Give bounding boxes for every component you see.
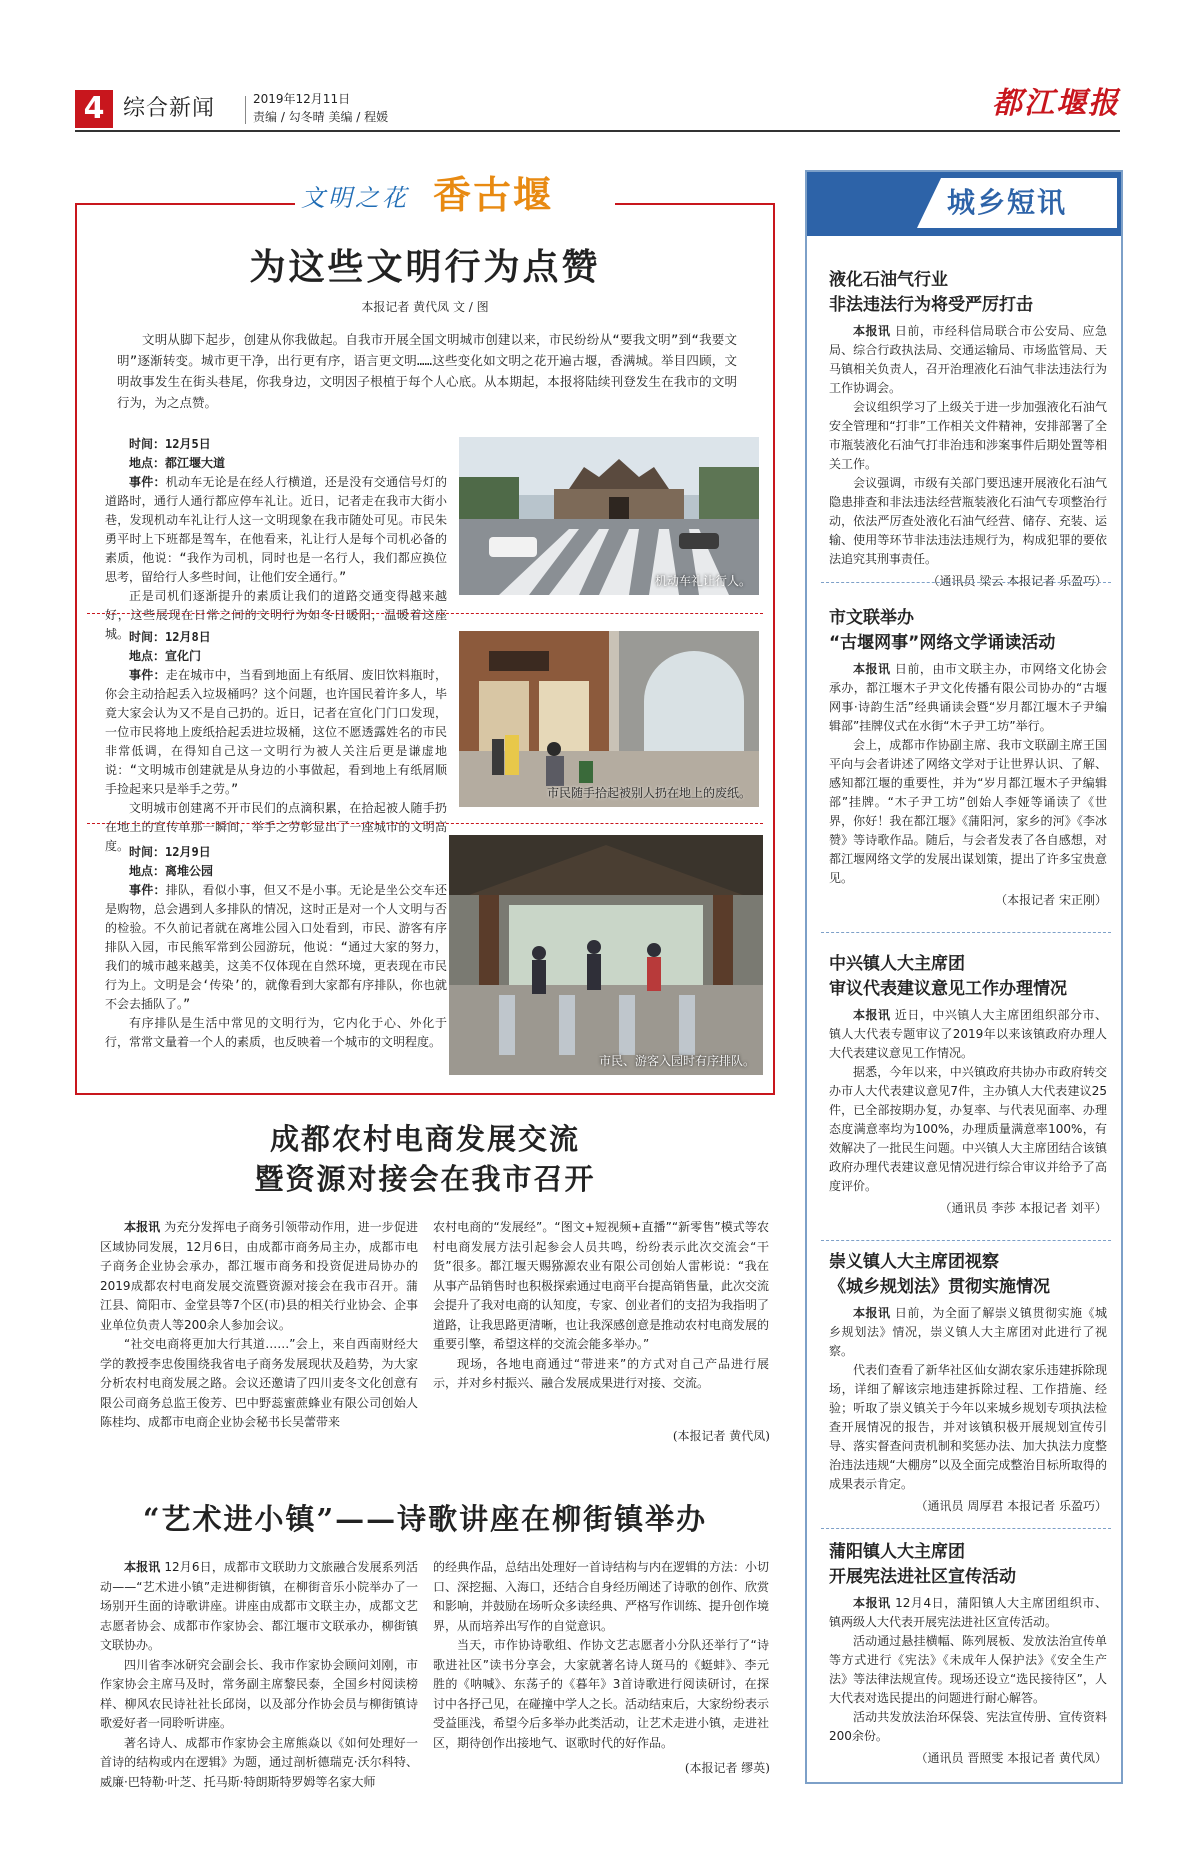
brief-divider — [821, 932, 1111, 933]
lead-tag: 本报讯 — [853, 324, 891, 338]
lead-tag: 本报讯 — [124, 1560, 161, 1574]
brief-p1: 12月4日，蒲阳镇人大主席团组织市、镇两级人大代表开展宪法进社区宣传活动。 — [829, 1596, 1107, 1629]
brief-p2: 活动通过悬挂横幅、陈列展板、发放法治宣传单等方式进行《宪法》《未成年人保护法》《安全生产法》等法律法规宣传。现场还设立“选民接待区”，人大代表对选民提出的问题进行耐心解答。 — [829, 1634, 1107, 1705]
feature-byline: 本报记者 黄代凤 文 / 图 — [361, 300, 489, 314]
brief-item-1 — [829, 268, 1107, 590]
poetry-p5: 当天，市作协诗歌组、作协文艺志愿者小分队还举行了“诗歌进社区”读书分享会，大家就著名诗人斑马的《蜓蚌》、李元胜的《呐喊》、东荡子的《暮年》3首诗歌进行阅读研讨，在探讨中各抒己见，在碰撞中学人之长。活动结束后，大家纷纷表示受益匪浅，希望今后多举办此类活动，让艺术走进小镇，走进社区，期待创作出接地气、讴歌时代的好作品。 — [433, 1638, 770, 1750]
brief-title-line2: 开展宪法进社区宣传活动 — [829, 1567, 1016, 1587]
event-label: 事件： — [129, 883, 166, 897]
photo-queue — [449, 835, 763, 1075]
story-place: 离堆公园 — [165, 864, 214, 878]
ecommerce-p3: 农村电商的“发展经”。“图文+短视频+直播”“新零售”模式等农村电商发展方法引起参会人员共鸣，纷纷表示此次交流会“干货”很多。都江堰天赐猕源农业有限公司创始人雷彬说：“我在从事产品销售时也积极探索通过电商平台提高销售量，此次交流会提升了我对电商的认知度，专家、创业者们的支招为我指明了道路，让我思路更清晰，也让我深感创意是推动农村电商发展的重要引擎，希望这样的交流会能多举办。” — [433, 1220, 770, 1351]
ecommerce-col-1 — [100, 1218, 418, 1433]
story-divider — [87, 613, 763, 614]
brief-item-3 — [829, 952, 1107, 1217]
poetry-title: “艺术进小镇”——诗歌讲座在柳街镇举办 — [142, 1502, 708, 1536]
ecommerce-p4: 现场，各地电商通过“带进来”的方式对自己产品进行展示，并对乡村振兴、融合发展成果进行对接、交流。 — [433, 1356, 769, 1390]
story-extra: 正是司机们逐渐提升的素质让我们的道路交通变得越来越好，这些展现在日常之间的文明行为如冬日暖阳，温暖着这座城。 — [105, 589, 447, 641]
lead-tag: 本报讯 — [853, 662, 891, 676]
ecommerce-col-2 — [433, 1218, 769, 1394]
brief-item-2 — [829, 606, 1107, 909]
brief-source: （通讯员 周厚君 本报记者 乐盈巧） — [915, 1499, 1107, 1513]
photo-litter — [459, 631, 759, 807]
masthead — [75, 88, 1120, 132]
story-place: 宣化门 — [165, 649, 202, 663]
brief-title-line1: 崇义镇人大主席团视察 — [829, 1252, 999, 1272]
masthead-divider — [245, 96, 246, 124]
brief-title-line2: “古堰网事”网络文学诵读活动 — [829, 633, 1056, 653]
brief-title-line1: 蒲阳镇人大主席团 — [829, 1542, 965, 1562]
story-time: 12月8日 — [165, 630, 211, 644]
brief-source: （通讯员 梁云 本报记者 乐盈巧） — [927, 574, 1107, 588]
story-3 — [105, 843, 447, 1052]
place-label: 地点： — [129, 649, 166, 663]
ecommerce-title-line1: 成都农村电商发展交流 — [269, 1122, 580, 1156]
briefs-header-text: 城乡短讯 — [947, 186, 1068, 219]
brief-p3: 会议强调，市级有关部门要迅速开展液化石油气隐患排查和非法违法经营瓶装液化石油气专项整治行动，依法严厉查处液化石油气经营、储存、充装、运输、使用等环节非法违法违规行为，构成犯罪的要依法追究其刑事责任。 — [829, 476, 1107, 566]
brief-p3: 活动共发放法治环保袋、宪法宣传册、宣传资料200余份。 — [829, 1710, 1107, 1743]
photo-crosswalk — [459, 437, 759, 595]
lead-tag: 本报讯 — [853, 1596, 891, 1610]
story-time: 12月9日 — [165, 845, 211, 859]
place-label: 地点： — [129, 456, 166, 470]
time-label: 时间： — [129, 437, 166, 451]
place-label: 地点： — [129, 864, 166, 878]
brief-p1: 日前，市经科信局联合市公安局、应急局、综合行政执法局、交通运输局、市场监管局、天马镇相关负责人，召开治理液化石油气非法违法行为工作协调会。 — [829, 324, 1107, 395]
brief-p1: 日前，为全面了解崇义镇贯彻实施《城乡规划法》情况，崇义镇人大主席团对此进行了视察。 — [829, 1306, 1107, 1358]
story-time: 12月5日 — [165, 437, 211, 451]
brief-title-line1: 市文联举办 — [829, 608, 914, 628]
lead-tag: 本报讯 — [124, 1220, 161, 1234]
brief-title-line2: 《城乡规划法》贯彻实施情况 — [829, 1277, 1050, 1297]
event-label: 事件： — [129, 668, 166, 682]
story-event: 排队，看似小事，但又不是小事。无论是坐公交车还是购物，总会遇到人多排队的情况，这时正是对一个人文明与否的检验。不久前记者就在离堆公园入口处看到，市民、游客有序排队入园，市民熊军常到公园游玩，他说：“通过大家的努力，我们的城市越来越美，这美不仅体现在自然环境，更表现在市民行为上。文明是会‘传染’的，就像看到大家都有序排队，你也就不会去插队了。” — [105, 883, 447, 1011]
story-divider — [87, 823, 763, 824]
brief-item-4 — [829, 1250, 1107, 1515]
poetry-col-1 — [100, 1558, 418, 1792]
brief-title-line2: 审议代表建议意见工作办理情况 — [829, 979, 1067, 999]
photo-caption: 市民随手拾起被别人扔在地上的废纸。 — [546, 786, 751, 800]
poetry-byline: (本报记者 缪英) — [684, 1761, 770, 1775]
feature-box — [75, 203, 775, 1095]
column-header — [295, 170, 615, 222]
queue-image — [449, 835, 763, 1075]
crosswalk-image — [459, 437, 759, 595]
time-label: 时间： — [129, 630, 166, 644]
brief-item-5 — [829, 1540, 1107, 1767]
story-extra: 文明城市创建离不开市民们的点滴积累，在拾起被人随手扔在地上的宣传单那一瞬间，举手之劳彰显出了一座城市的文明高度。 — [105, 801, 447, 853]
story-place: 都江堰大道 — [165, 456, 226, 470]
lead-tag: 本报讯 — [853, 1008, 891, 1022]
brief-p1: 日前，由市文联主办，市网络文化协会承办，都江堰木子尹文化传播有限公司协办的“古堰网事·诗韵生活”经典诵读会暨“岁月都江堰木子尹编辑部”挂牌仪式在水街“木子尹工坊”举行。 — [829, 662, 1107, 733]
brief-divider — [821, 582, 1111, 583]
story-event: 机动车无论是在经人行横道，还是没有交通信号灯的道路时，通行人通行都应停车礼让。近日，记者走在我市大街小巷，发现机动车礼让行人这一文明现象在我市随处可见。市民朱勇平时上下班都是驾车，在他看来，礼让行人是每个司机必备的素质，他说：“我作为司机，同时也是一名行人，我们都应换位思考，留给行人多些时间，让他们安全通行。” — [105, 475, 447, 584]
brief-source: （通讯员 李莎 本报记者 刘平） — [939, 1201, 1107, 1215]
poetry-p1: 12月6日，成都市文联助力文旅融合发展系列活动——“艺术进小镇”走进柳街镇，在柳街音乐小院举办了一场别开生面的诗歌讲座。讲座由成都市文联主办，成都文艺志愿者协会、成都市作家协会、都江堰市文联承办，柳街镇文联协办。 — [100, 1560, 418, 1652]
brief-source: （本报记者 宋正刚） — [995, 893, 1107, 907]
poetry-p4: 的经典作品，总结出处理好一首诗结构与内在逻辑的方法：小切口、深挖掘、入海口，还结合自身经历阐述了诗歌的创作、欣赏和影响，并鼓励在场听众多读经典、严格写作训练、提升创作境界，从而培养出写作的自觉意识。 — [433, 1560, 770, 1633]
brief-p2: 会上，成都市作协副主席、我市文联副主席王国平向与会者讲述了网络文学对于让世界认识、了解、感知都江堰的重要性，并为“岁月都江堰木子尹编辑部”挂牌。“木子尹工坊”创始人李娅等诵读了《世界，你好！我在都江堰》《蒲阳河，家乡的河》《李冰赞》等诗歌作品。随后，与会者发表了各自感想，对都江堰网络文学的发展出谋划策，提出了许多宝贵意见。 — [829, 738, 1107, 885]
brief-title-line1: 液化石油气行业 — [829, 270, 948, 290]
brief-p2: 据悉，今年以来，中兴镇政府共协办市政府转交办市人大代表建议意见7件，主办镇人大代表建议25件，已全部按期办复，办复率、与代表见面率、办理态度满意率均为100%，办理质量满意率100%，有效解决了一批民生问题。中兴镇人大主席团结合该镇政府办理代表建议意见情况进行综合审议并给予了高度评价。 — [829, 1065, 1107, 1193]
brief-divider — [821, 1240, 1111, 1241]
briefs-column — [805, 170, 1123, 1784]
newspaper-logo: 都江堰报 — [992, 86, 1120, 121]
photo-caption: 机动车礼让行人。 — [654, 574, 751, 588]
brief-title-line1: 中兴镇人大主席团 — [829, 954, 965, 974]
ecommerce-p1: 为充分发挥电子商务引领带动作用，进一步促进区域协同发展，12月6日，由成都市商务局主办，成都市电子商务企业协会承办，都江堰市商务和投资促进局协办的2019成都农村电商发展交流暨资源对接会在我市召开。蒲江县、简阳市、金堂县等7个区(市)县的相关行业协会、企事业单位负责人等200余人参加会议。 — [100, 1220, 418, 1332]
feature-lead: 文明从脚下起步，创建从你我做起。自我市开展全国文明城市创建以来，市民纷纷从“要我文明”到“我要文明”逐渐转变。城市更干净，出行更有序，语言更文明……这些变化如文明之花开遍古堰，香满城。举目四顾，文明故事发生在街头巷尾，你我身边，文明因子根植于每个人心底。从本期起，本报将陆续刊登发生在我市的文明行为，为之点赞。 — [117, 332, 737, 410]
ecommerce-p2: “社交电商将更加大行其道……”会上，来自西南财经大学的教授李忠俊围绕我省电子商务发展现状及趋势，为大家分析农村电商发展之路。会议还邀请了四川麦冬文化创意有限公司商务总监王俊芳、巴中野蕊蜜蔗蜂业有限公司创始人陈桂均、成都市电商企业协会秘书长吴蕾带来 — [100, 1337, 418, 1429]
briefs-header — [807, 172, 1121, 236]
feature-title: 为这些文明行为点赞 — [249, 246, 601, 288]
brief-p2: 代表们查看了新华社区仙女湖农家乐违建拆除现场，详细了解该宗地违建拆除过程、工作措施、经验；听取了崇义镇关于今年以来城乡规划专项执法检查开展情况的报告，并对该镇积极开展规划宣传引导、落实督查问责机制和奖惩办法、加大执法力度整治违法违规“大棚房”以及全面完成整治目标所取得的成果表示肯定。 — [829, 1363, 1107, 1491]
photo-caption: 市民、游客入园时有序排队。 — [598, 1054, 755, 1068]
brief-p1: 近日，中兴镇人大主席团组织部分市、镇人大代表专题审议了2019年以来该镇政府办理人大代表建议意见工作情况。 — [829, 1008, 1107, 1060]
time-label: 时间： — [129, 845, 166, 859]
column-header-small: 文明之花 — [301, 184, 409, 212]
poetry-p2: 四川省李冰研究会副会长、我市作家协会顾问刘刚，市作家协会主席马及时，常务副主席黎民泰，全国乡村阅读榜样、柳风农民诗社社长邱岗，以及部分作协会员与柳街镇诗歌爱好者一同聆听讲座。 — [100, 1657, 418, 1730]
poetry-p3: 著名诗人、成都市作家协会主席熊焱以《如何处理好一首诗的结构或内在逻辑》为题，通过剖析德瑞克·沃尔科特、威廉·巴特勒·叶芝、托马斯·特朗斯特罗姆等名家大师 — [100, 1735, 418, 1789]
brief-p2: 会议组织学习了上级关于进一步加强液化石油气安全管理和“打非”工作相关文件精神，安排部署了全市瓶装液化石油气打非治违和涉案事件后期处置等相关工作。 — [829, 400, 1107, 471]
poetry-col-2 — [433, 1558, 769, 1753]
story-2 — [105, 628, 447, 856]
column-header-big: 香古堰 — [433, 173, 554, 217]
page-number: 4 — [75, 90, 113, 128]
issue-date: 2019年12月11日 — [253, 92, 351, 106]
lead-tag: 本报讯 — [853, 1306, 891, 1320]
ecommerce-title-line2: 暨资源对接会在我市召开 — [254, 1162, 596, 1196]
section-name: 综合新闻 — [123, 96, 216, 121]
brief-source: （通讯员 晋照雯 本报记者 黄代凤） — [915, 1751, 1107, 1765]
brief-divider — [821, 1528, 1111, 1529]
event-label: 事件： — [129, 475, 166, 489]
story-event: 走在城市中，当看到地面上有纸屑、废旧饮料瓶时，你会主动拾起丢入垃圾桶吗？这个问题，也许国民着许多人，毕竟大家会认为又不是自己扔的。近日，记者在宣化门门口发现，一位市民将地上废纸拾起丢进垃圾桶，这位不愿透露姓名的市民非常低调，在得知自己这一文明行为被人关注后更是谦虚地说：“文明城市创建就是从身边的小事做起，看到地上有纸屑顺手捡起来只是举手之劳。” — [105, 668, 447, 796]
story-extra: 有序排队是生活中常见的文明行为，它内化于心、外化于行，常常文量着一个人的素质，也反映着一个城市的文明程度。 — [105, 1016, 447, 1049]
ecommerce-byline: (本报记者 黄代凤) — [672, 1429, 770, 1443]
editors-credit: 责编 / 勾冬晴 美编 / 程媛 — [253, 110, 389, 124]
litter-pickup-image — [459, 631, 759, 807]
brief-title-line2: 非法违法行为将受严厉打击 — [829, 295, 1033, 315]
